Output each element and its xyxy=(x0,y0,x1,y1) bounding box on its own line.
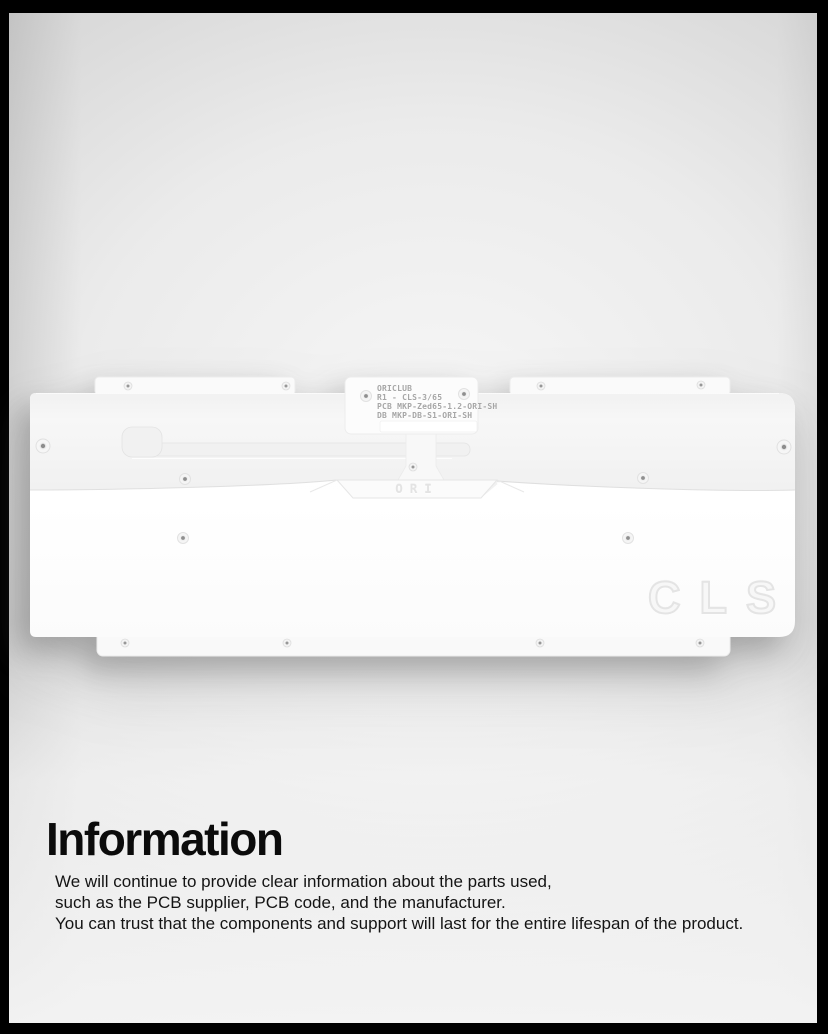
cls-logo: CLS xyxy=(648,572,795,623)
spec-label-line: PCB MKP-Zed65-1.2-ORI-SH xyxy=(377,402,498,411)
info-line: You can trust that the components and support will last for the entire lifespan of the product. xyxy=(55,914,744,933)
info-line: such as the PCB supplier, PCB code, and the manufacturer. xyxy=(55,893,506,912)
ori-badge-label: ORI xyxy=(395,481,439,496)
spec-label-line: DB MKP-DB-S1-ORI-SH xyxy=(377,411,473,420)
info-paragraph xyxy=(55,871,786,934)
info-line: We will continue to provide clear information about the parts used, xyxy=(55,872,552,891)
spec-label xyxy=(377,384,507,420)
spec-label-line: R1 - CLS-3/65 xyxy=(377,393,443,402)
backdrop xyxy=(9,13,817,1023)
info-heading: Information xyxy=(46,813,283,865)
info-section xyxy=(46,813,786,934)
spec-label-line: ORICLUB xyxy=(377,384,413,393)
